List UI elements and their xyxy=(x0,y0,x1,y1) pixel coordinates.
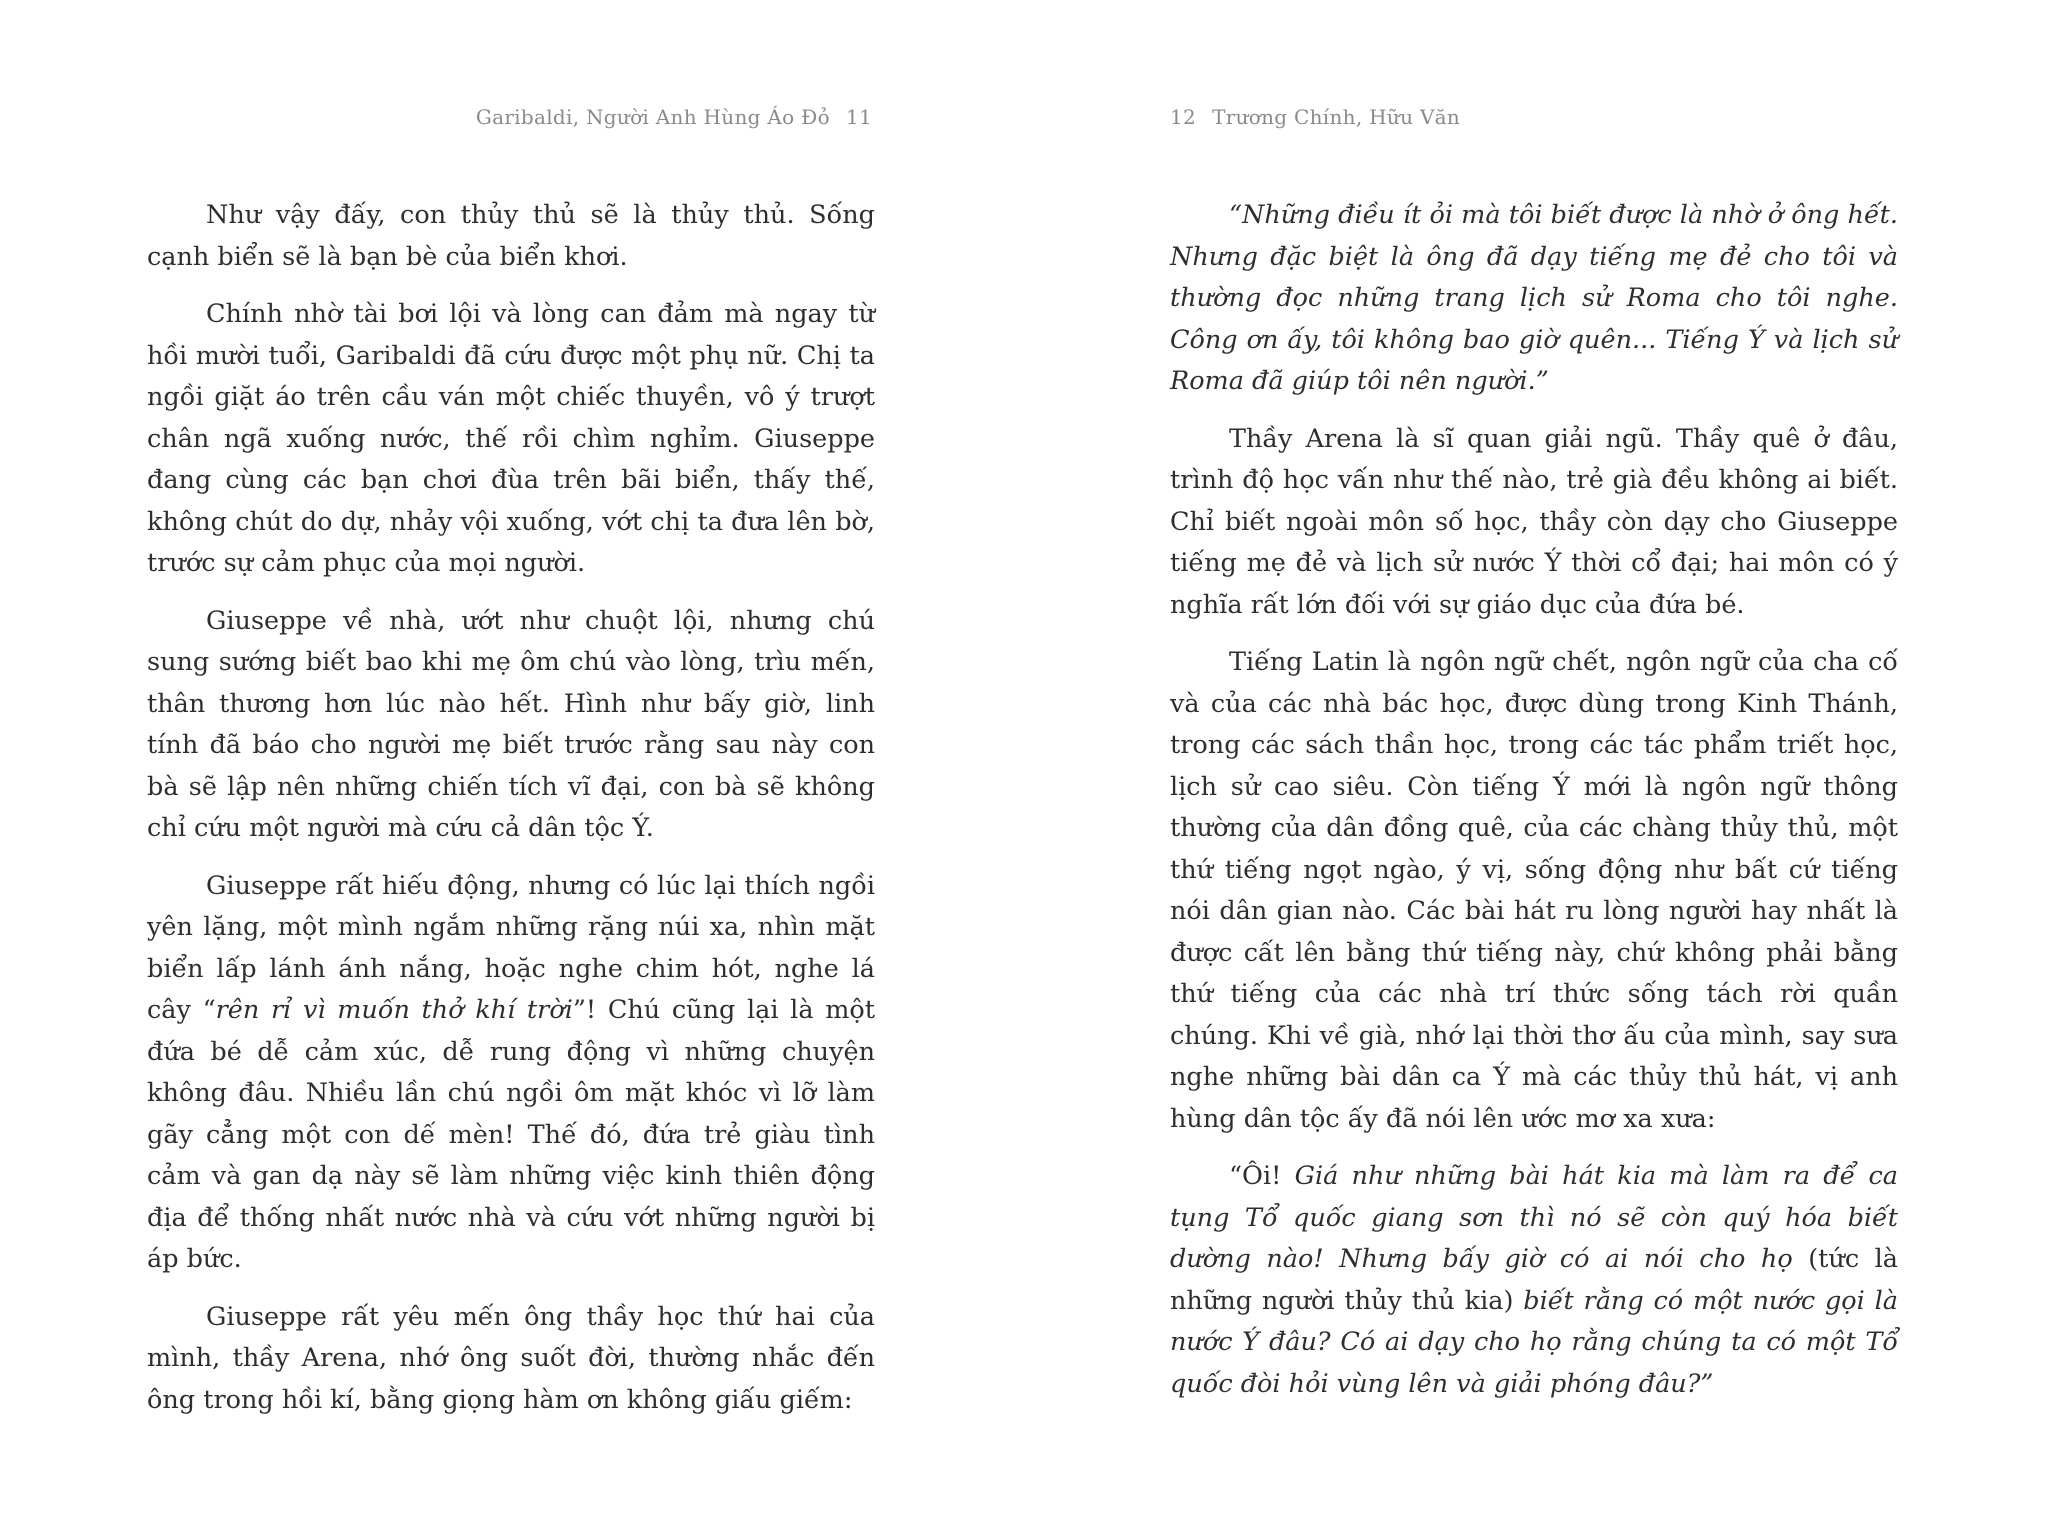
right-page-number: 12 xyxy=(1170,105,1197,129)
paragraph xyxy=(147,866,875,1281)
left-page-number: 11 xyxy=(845,105,872,129)
quote-text: (tức là những người thủy thủ kia) xyxy=(1170,1244,1898,1316)
left-running-head xyxy=(476,105,872,129)
paragraph: Như vậy đấy, con thủy thủ sẽ là thủy thủ. Sống cạnh biển sẽ là bạn bè của biển khơi. xyxy=(147,200,875,272)
quote-text: Giá như những bài hát kia mà làm ra để ca tụng Tổ quốc giang sơn thì nó sẽ còn quý hóa biết dường nào! Nhưng bấy giờ có ai nói cho họ xyxy=(1170,1161,1899,1274)
paragraph: Giuseppe rất yêu mến ông thầy học thứ hai của mình, thầy Arena, nhớ ông suốt đời, thường nhắc đến ông trong hồi kí, bằng giọng hàm ơn không giấu giếm: xyxy=(147,1301,875,1415)
left-body-text xyxy=(147,195,875,1437)
quote-paragraph: “Những điều ít ỏi mà tôi biết được là nhờ ở ông hết. Nhưng đặc biệt là ông đã dạy tiếng mẹ đẻ cho tôi và thường đọc những trang lịch sử Roma cho tôi nghe. Công ơn ấy, tôi không bao giờ quên... Tiếng Ý và lịch sử Roma đã giúp tôi nên người.” xyxy=(1170,200,1898,396)
right-page xyxy=(1024,0,2048,1520)
right-body-text xyxy=(1170,195,1898,1421)
quote-text: “Ôi! xyxy=(1229,1161,1295,1191)
italic-quote: rên rỉ vì muốn thở khí trời xyxy=(215,995,573,1025)
book-authors: Trương Chính, Hữu Văn xyxy=(1212,105,1461,129)
paragraph-text: ”! Chú cũng lại là một đứa bé dễ cảm xúc, dễ rung động vì những chuyện không đâu. Nhiều lần chú ngồi ôm mặt khóc vì lỡ làm gãy cẳng một con dế mèn! Thế đó, đứa trẻ giàu tình cảm và gan dạ này sẽ làm những việc kinh thiên động địa để thống nhất nước nhà và cứu vớt những người bị áp bức. xyxy=(147,995,875,1274)
paragraph: Thầy Arena là sĩ quan giải ngũ. Thầy quê ở đâu, trình độ học vấn như thế nào, trẻ già đều không ai biết. Chỉ biết ngoài môn số học, thầy còn dạy cho Giuseppe tiếng mẹ đẻ và lịch sử nước Ý thời cổ đại; hai môn có ý nghĩa rất lớn đối với sự giáo dục của đứa bé. xyxy=(1170,423,1898,620)
paragraph: Giuseppe về nhà, ướt như chuột lội, nhưng chú sung sướng biết bao khi mẹ ôm chú vào lòng, trìu mến, thân thương hơn lúc nào hết. Hình như bấy giờ, linh tính đã báo cho người mẹ biết trước rằng sau này con bà sẽ lập nên những chiến tích vĩ đại, con bà sẽ không chỉ cứu một người mà cứu cả dân tộc Ý. xyxy=(147,605,875,843)
book-title: Garibaldi, Người Anh Hùng Áo Đỏ xyxy=(475,105,830,129)
paragraph-text: Giuseppe rất hiếu động, nhưng có lúc lại thích ngồi yên lặng, một mình ngắm những rặng núi xa, nhìn mặt biển lấp lánh ánh nắng, hoặc nghe chim hót, nghe lá cây “ xyxy=(147,870,875,1025)
quote-paragraph xyxy=(1170,1156,1898,1405)
paragraph: Tiếng Latin là ngôn ngữ chết, ngôn ngữ của cha cố và của các nhà bác học, được dùng trong Kinh Thánh, trong các sách thần học, trong các tác phẩm triết học, lịch sử cao siêu. Còn tiếng Ý mới là ngôn ngữ thông thường của dân đồng quê, của các chàng thủy thủ, một thứ tiếng ngọt ngào, ý vị, sống động như bất cứ tiếng nói dân gian nào. Các bài hát ru lòng người hay nhất là được cất lên bằng thứ tiếng này, chứ không phải bằng thứ tiếng của các nhà trí thức sống tách rời quần chúng. Khi về già, nhớ lại thời thơ ấu của mình, say sưa nghe những bài dân ca Ý mà các thủy thủ hát, vị anh hùng dân tộc ấy đã nói lên ước mơ xa xưa: xyxy=(1170,647,1898,1134)
quote-text: biết rằng có một nước gọi là nước Ý đâu? Có ai dạy cho họ rằng chúng ta có một Tổ quốc đòi hỏi vùng lên và giải phóng đâu?” xyxy=(1170,1285,1898,1399)
right-running-head xyxy=(1170,105,1460,129)
paragraph: Chính nhờ tài bơi lội và lòng can đảm mà ngay từ hồi mười tuổi, Garibaldi đã cứu được một phụ nữ. Chị ta ngồi giặt áo trên cầu ván một chiếc thuyền, vô ý trượt chân ngã xuống nước, thế rồi chìm nghỉm. Giuseppe đang cùng các bạn chơi đùa trên bãi biển, thấy thế, không chút do dự, nhảy vội xuống, vớt chị ta đưa lên bờ, trước sự cảm phục của mọi người. xyxy=(147,299,875,578)
